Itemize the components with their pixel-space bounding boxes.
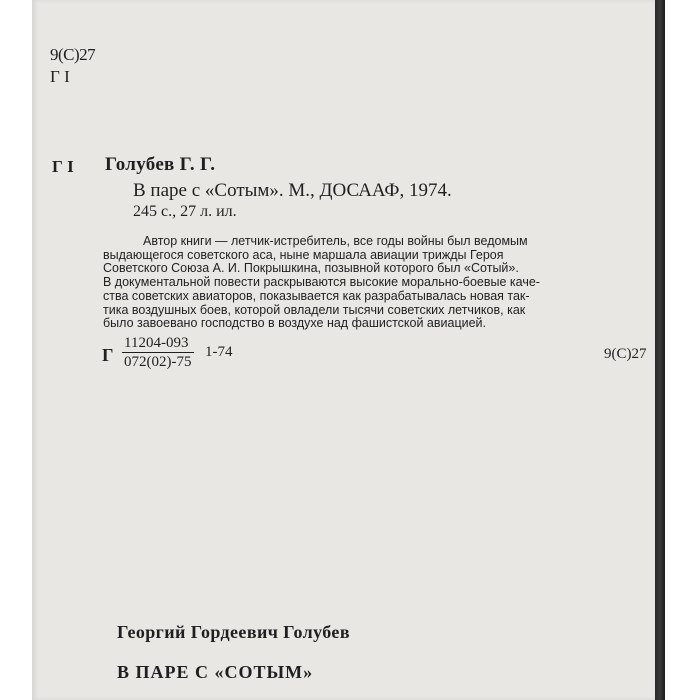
author-heading: Голубев Г. Г. [105, 154, 216, 175]
annotation-line: тика воздушных боев, которой овладели тысячи советских летчиков, как [103, 302, 526, 317]
annotation-paragraph [103, 235, 665, 331]
annotation-line: было завоевано господство в воздухе над фашистской авиацией. [103, 316, 487, 331]
author-mark: Г I [52, 157, 74, 176]
page-left-margin [0, 0, 32, 700]
annotation-line: Автор книги — летчик-истребитель, все годы войны был ведомым [143, 234, 528, 248]
bbk-index-top: 9(С)27 [50, 45, 96, 64]
fraction-denominator: 072(02)-75 [124, 354, 192, 370]
annotation-line: В документальной повести раскрываются высокие морально-боевые каче- [103, 275, 540, 290]
pagination-line: 245 с., 27 л. ил. [133, 203, 237, 220]
bbk-index-right: 9(С)27 [604, 346, 647, 362]
fraction-numerator: 11204-093 [122, 334, 194, 353]
catalog-fraction [122, 334, 194, 371]
book-title-caps: В ПАРЕ С «СОТЫМ» [117, 662, 314, 682]
annotation-line: ства советских авиаторов, показывается как разрабатывалась новая так- [103, 288, 530, 303]
author-mark-top: Г I [50, 67, 70, 86]
fraction-suffix: 1-74 [205, 344, 233, 360]
title-imprint-line: В паре с «Сотым». М., ДОСААФ, 1974. [133, 180, 452, 201]
formula-letter: Г [102, 345, 114, 365]
book-binding-edge [655, 0, 700, 700]
annotation-line: Советского Союза А. И. Покрышкина, позывной которого был «Сотый». [103, 261, 519, 276]
author-full-name: Георгий Гордеевич Голубев [117, 622, 350, 642]
annotation-line: выдающегося советского аса, ныне маршала авиации трижды Героя [103, 247, 504, 262]
